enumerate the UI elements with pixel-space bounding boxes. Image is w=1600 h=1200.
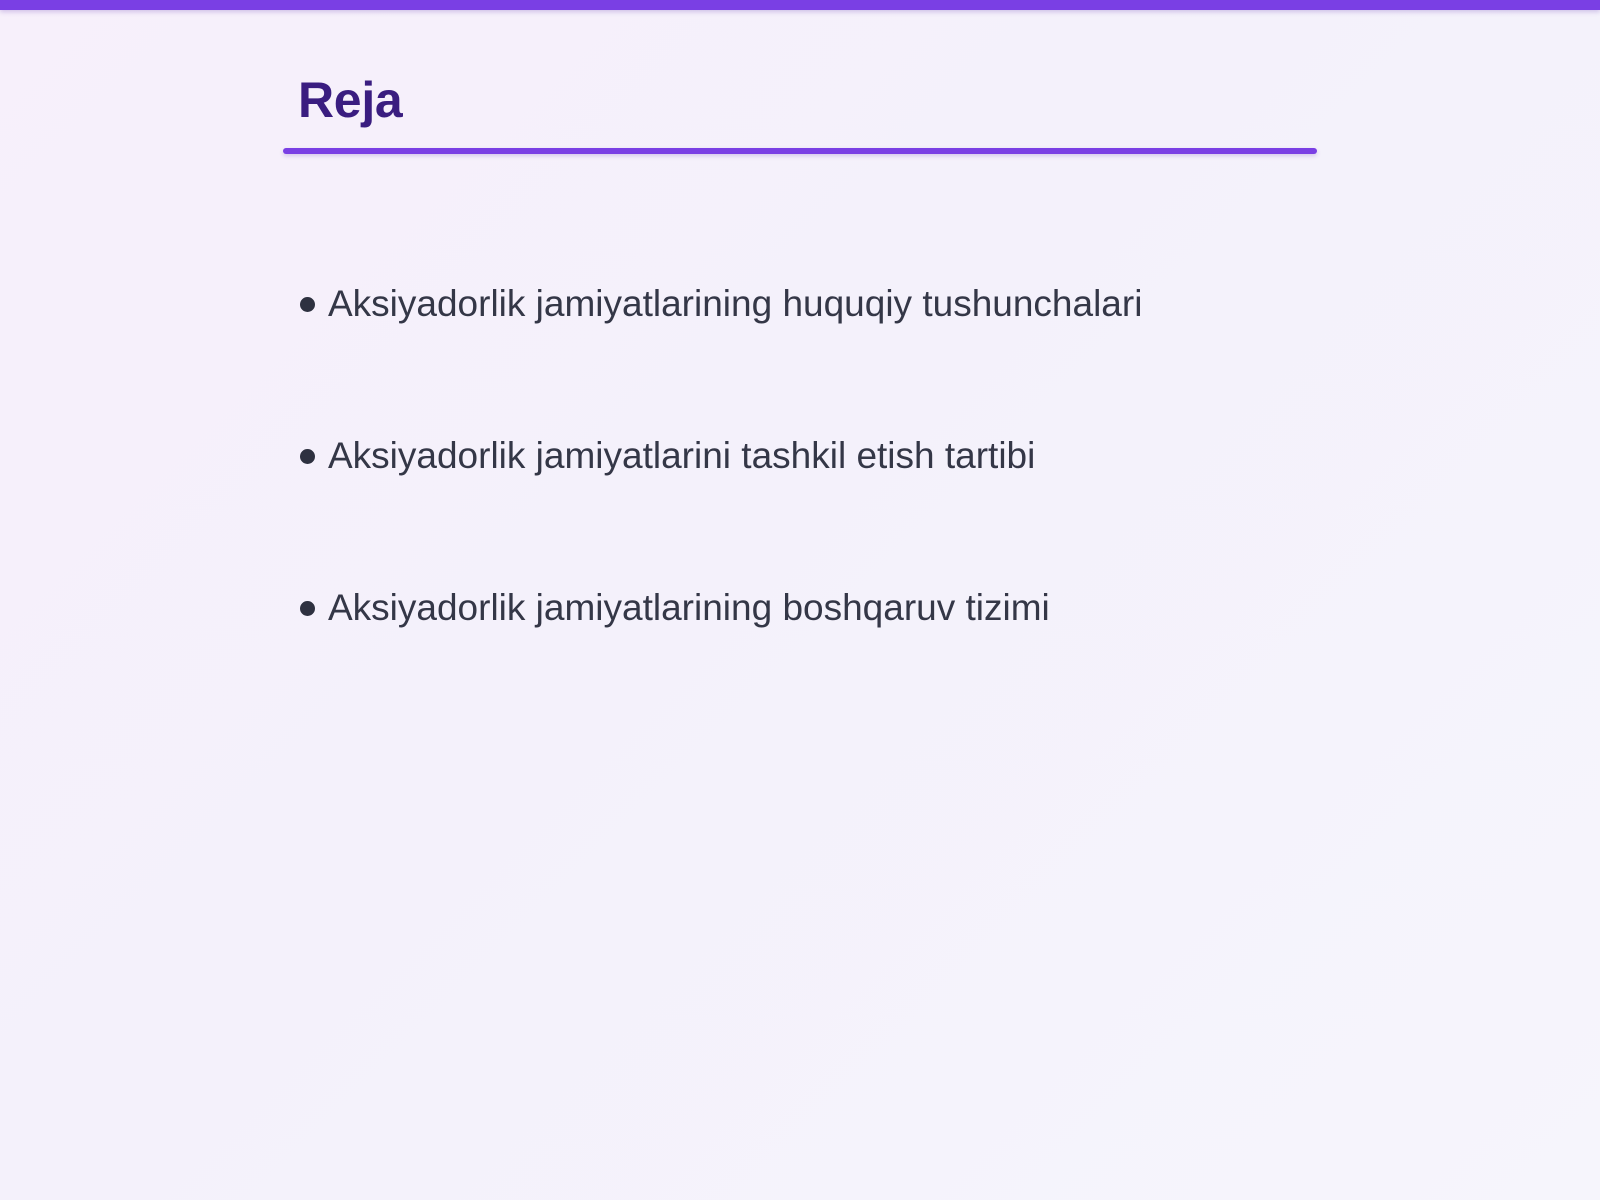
- bullet-text: Aksiyadorlik jamiyatlarining huquqiy tushunchalari: [328, 283, 1143, 324]
- list-item: [300, 584, 1050, 632]
- list-item: [300, 432, 1035, 480]
- bullet-icon: [300, 601, 315, 616]
- bullet-text: Aksiyadorlik jamiyatlarining boshqaruv tizimi: [328, 587, 1050, 628]
- bullet-icon: [300, 297, 315, 312]
- top-accent-bar: [0, 0, 1600, 10]
- bullet-icon: [300, 449, 315, 464]
- bullet-text: Aksiyadorlik jamiyatlarini tashkil etish tartibi: [328, 435, 1036, 476]
- title-underline: [283, 148, 1317, 154]
- slide-title: Reja: [298, 72, 403, 128]
- list-item: [300, 280, 1142, 328]
